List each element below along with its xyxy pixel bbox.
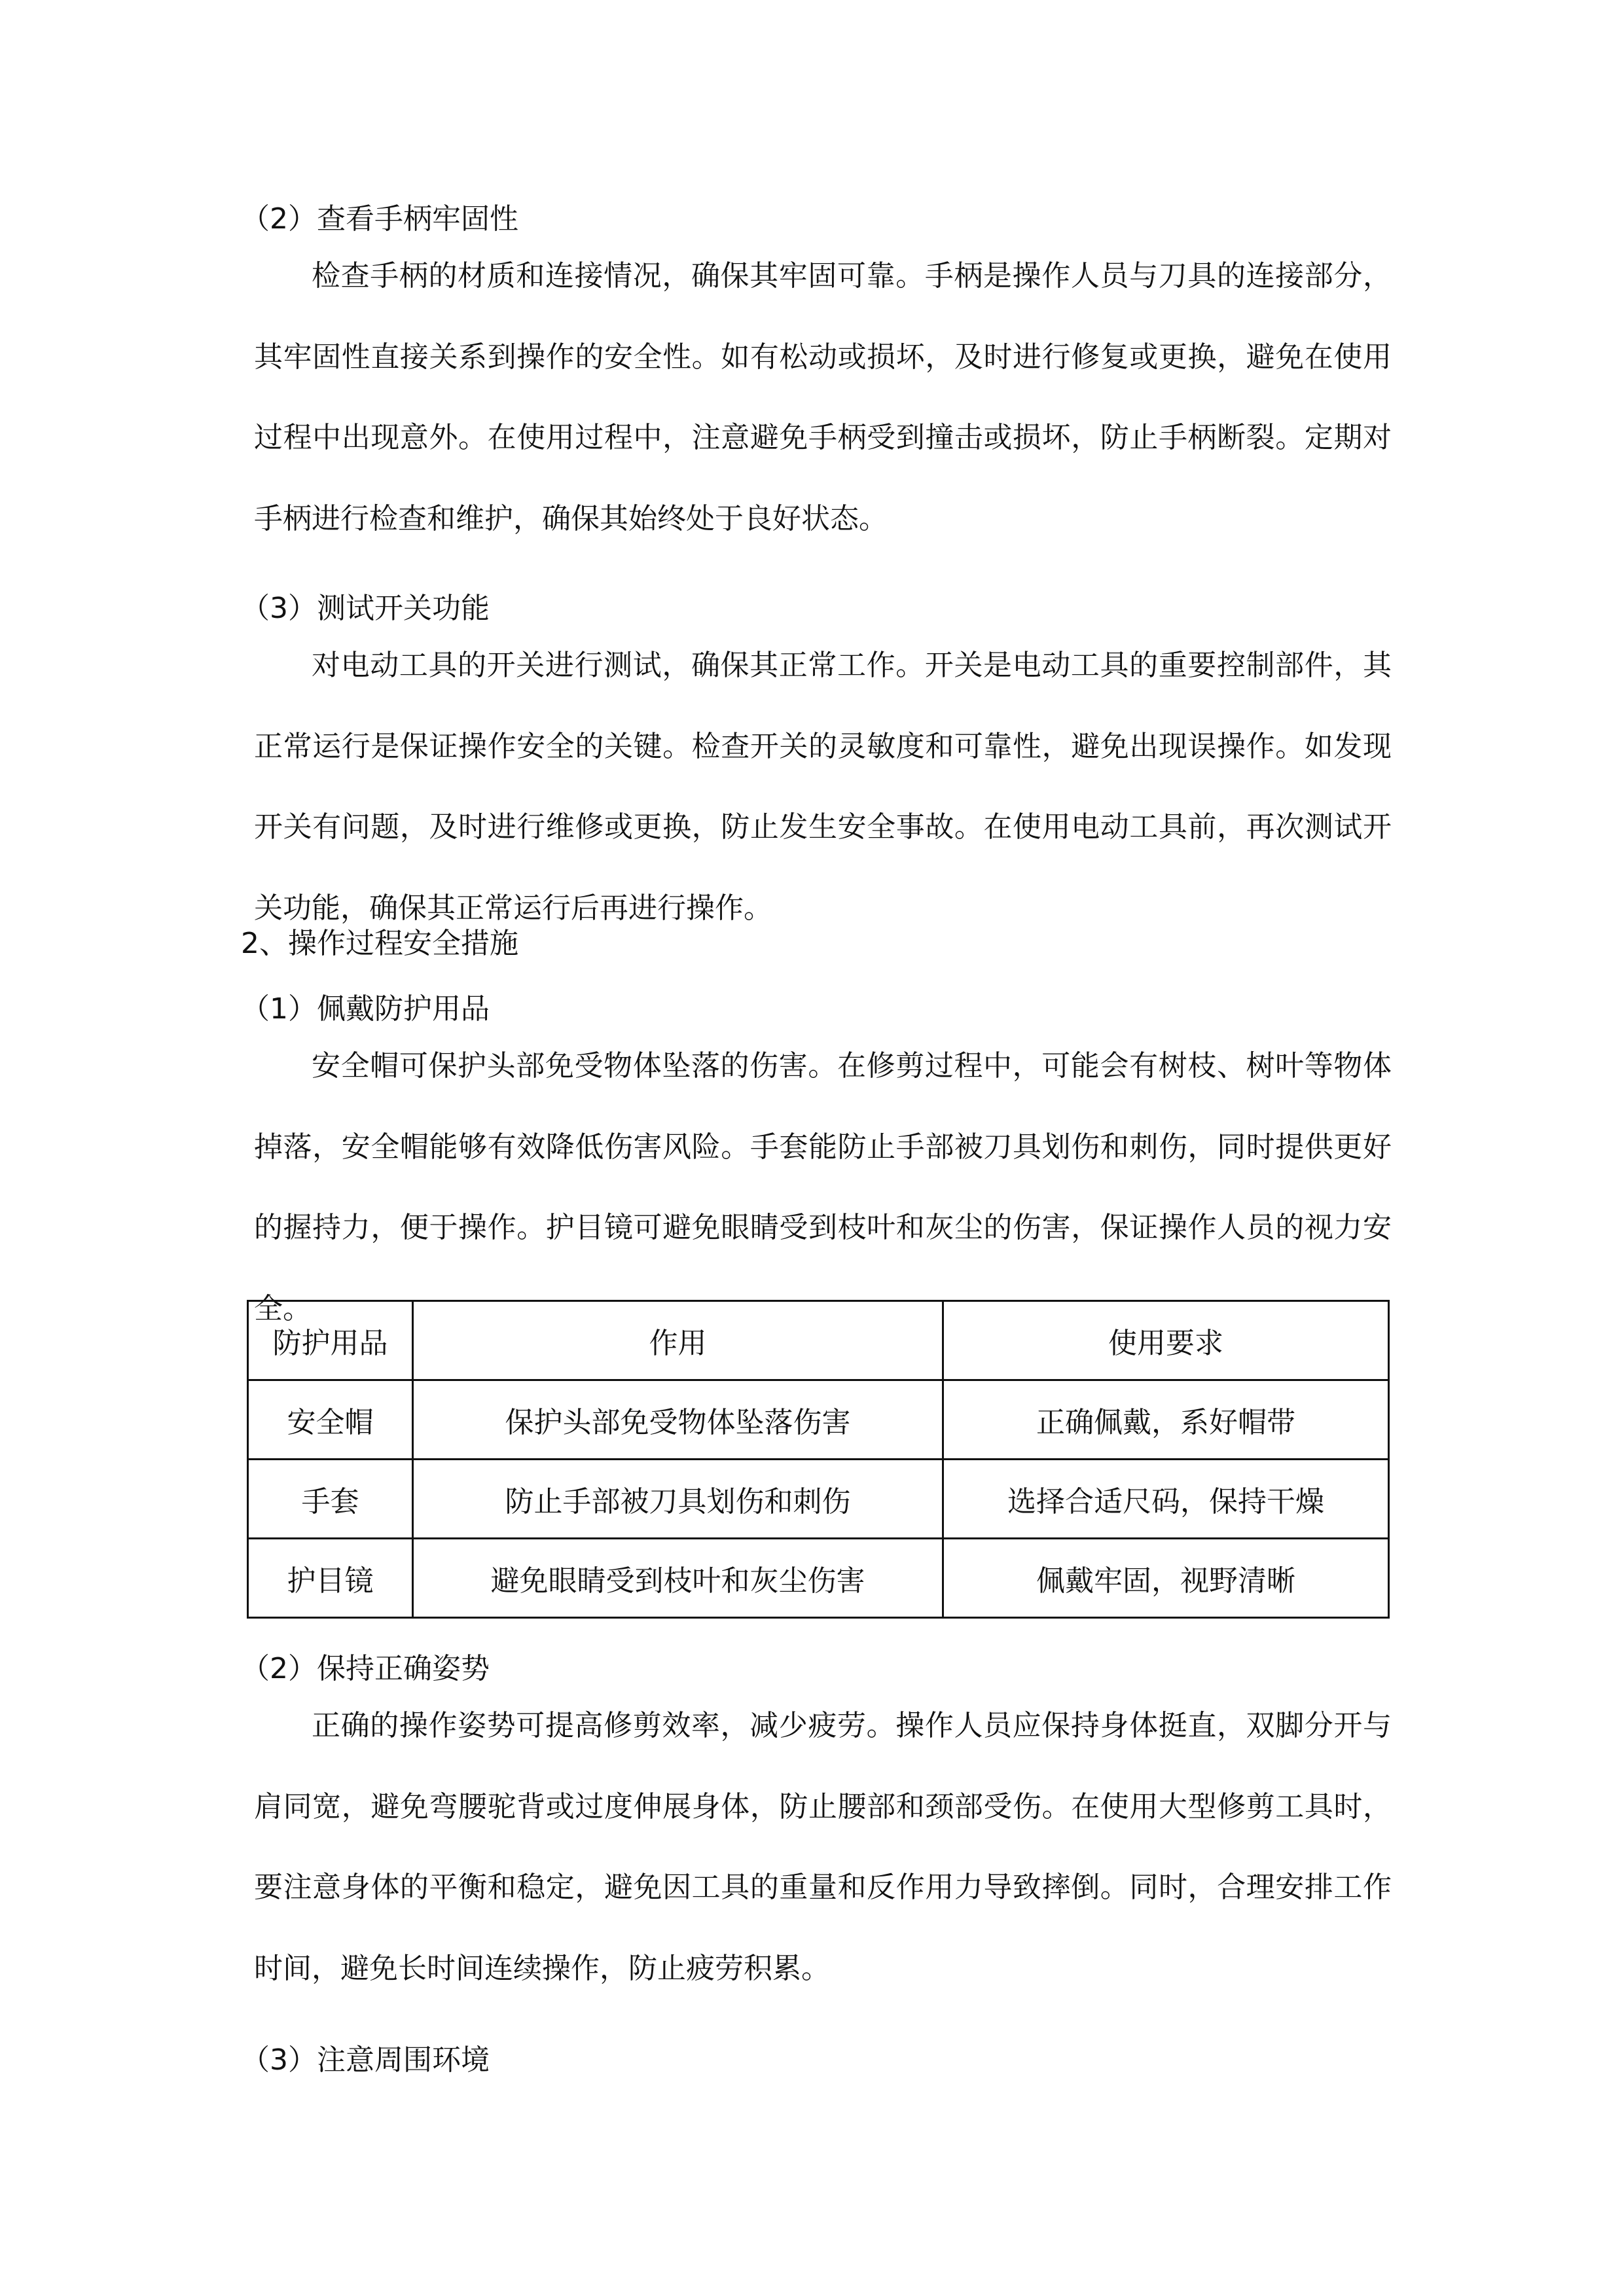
table-cell: 防止手部被刀具划伤和刺伤 bbox=[413, 1460, 943, 1539]
heading-check-handle: （2）查看手柄牢固性 bbox=[241, 202, 518, 236]
table-header-cell: 防护用品 bbox=[248, 1301, 413, 1380]
table-row bbox=[248, 1539, 1389, 1618]
table-cell: 安全帽 bbox=[248, 1380, 413, 1460]
table-cell: 保护头部免受物体坠落伤害 bbox=[413, 1380, 943, 1460]
paragraph-posture: 正确的操作姿势可提高修剪效率，减少疲劳。操作人员应保持身体挺直，双脚分开与肩同宽，避免弯腰驼背或过度伸展身体，防止腰部和颈部受伤。在使用大型修剪工具时，要注意身体的平衡和稳定，避免因工具的重量和反作用力导致摔倒。同时，合理安排工作时间，避免长时间连续操作，防止疲劳积累。 bbox=[254, 1709, 1392, 1985]
heading-operation-safety: 2、操作过程安全措施 bbox=[241, 927, 518, 960]
table-row bbox=[248, 1380, 1389, 1460]
heading-surroundings: （3）注意周围环境 bbox=[241, 2043, 490, 2077]
table-cell: 避免眼睛受到枝叶和灰尘伤害 bbox=[413, 1539, 943, 1618]
table-cell: 正确佩戴，系好帽带 bbox=[943, 1380, 1389, 1460]
table-header-cell: 作用 bbox=[413, 1301, 943, 1380]
heading-protective-gear: （1）佩戴防护用品 bbox=[241, 992, 490, 1026]
table-cell: 选择合适尺码，保持干燥 bbox=[943, 1460, 1389, 1539]
table-cell: 护目镜 bbox=[248, 1539, 413, 1618]
table-cell: 佩戴牢固，视野清晰 bbox=[943, 1539, 1389, 1618]
table-header-cell: 使用要求 bbox=[943, 1301, 1389, 1380]
heading-correct-posture: （2）保持正确姿势 bbox=[241, 1652, 490, 1685]
paragraph-switch: 对电动工具的开关进行测试，确保其正常工作。开关是电动工具的重要控制部件，其正常运行是保证操作安全的关键。检查开关的灵敏度和可靠性，避免出现误操作。如发现开关有问题，及时进行维修或更换，防止发生安全事故。在使用电动工具前，再次测试开关功能，确保其正常运行后再进行操作。 bbox=[254, 649, 1392, 925]
paragraph-protective-gear: 安全帽可保护头部免受物体坠落的伤害。在修剪过程中，可能会有树枝、树叶等物体掉落，安全帽能够有效降低伤害风险。手套能防止手部被刀具划伤和刺伤，同时提供更好的握持力，便于操作。护目镜可避免眼睛受到枝叶和灰尘的伤害，保证操作人员的视力安全。 bbox=[254, 1049, 1392, 1325]
paragraph-handle: 检查手柄的材质和连接情况，确保其牢固可靠。手柄是操作人员与刀具的连接部分，其牢固性直接关系到操作的安全性。如有松动或损坏，及时进行修复或更换，避免在使用过程中出现意外。在使用过程中，注意避免手柄受到撞击或损坏，防止手柄断裂。定期对手柄进行检查和维护，确保其始终处于良好状态。 bbox=[254, 259, 1392, 535]
table-header-row bbox=[248, 1301, 1389, 1380]
heading-test-switch: （3）测试开关功能 bbox=[241, 592, 490, 625]
table-cell: 手套 bbox=[248, 1460, 413, 1539]
protective-gear-table bbox=[247, 1300, 1390, 1619]
table-row bbox=[248, 1460, 1389, 1539]
